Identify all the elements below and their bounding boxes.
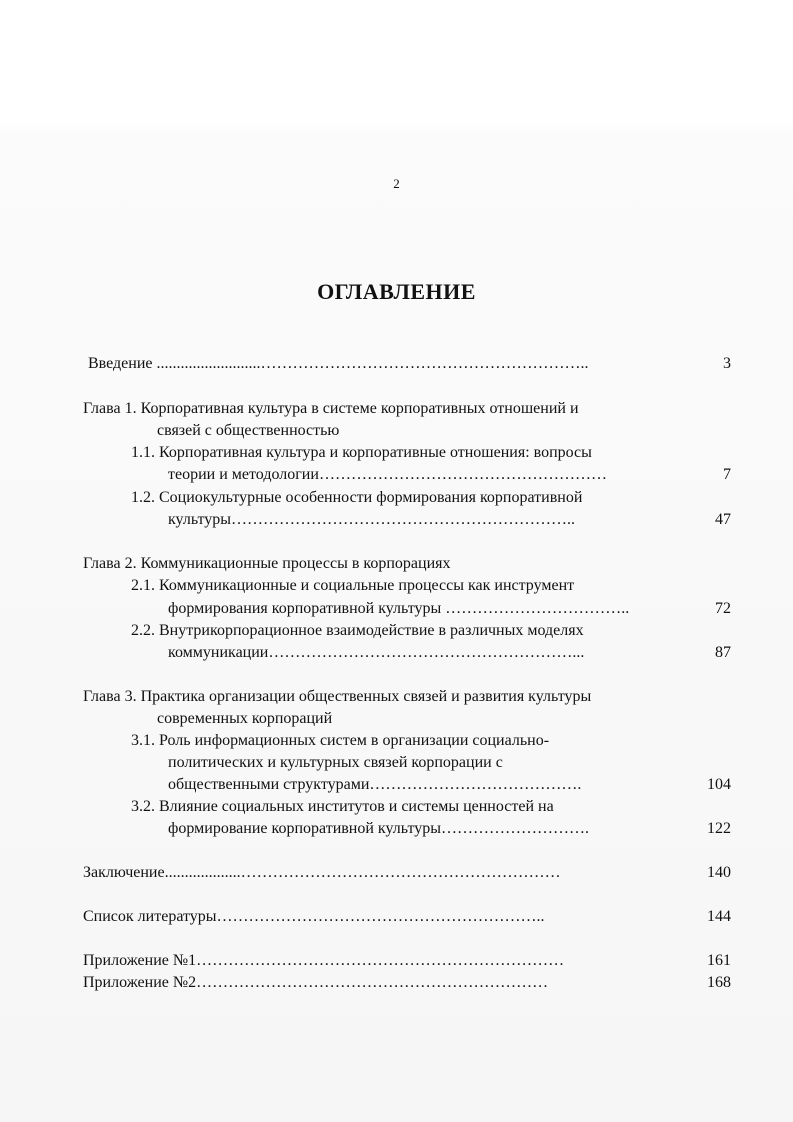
toc-section-2-2-line2 (168, 642, 673, 663)
toc-entry-appendix-2 (83, 972, 673, 993)
toc-chapter-1-line1: Глава 1. Корпоративная культура в системе корпоративных отношений и (83, 400, 579, 417)
toc-page-3-1: 104 (707, 776, 731, 793)
toc-section-1-1-line1: 1.1. Корпоративная культура и корпоративные отношения: вопросы (131, 444, 592, 461)
toc-leader-dots: ..........................…………………………………………………….. (156, 355, 589, 372)
toc-entry-appendix-2-text: Приложение №2 (83, 974, 197, 991)
toc-page-appendix-2: 168 (707, 974, 731, 991)
toc-chapter-1-line2: связей с общественностью (157, 422, 340, 439)
toc-entry-appendix-1 (83, 950, 673, 971)
toc-section-3-1-line3 (168, 774, 673, 795)
toc-section-2-1-line1: 2.1. Коммуникационные и социальные процессы как инструмент (131, 577, 575, 594)
toc-leader-dots: ……………………………………………………….. (231, 511, 576, 528)
toc-section-1-2-line1: 1.2. Социокультурные особенности формирования корпоративной (131, 489, 583, 506)
toc-page-1-2: 47 (715, 511, 731, 528)
toc-section-3-1-line1: 3.1. Роль информационных систем в организации социально- (131, 732, 550, 749)
toc-leader-dots: ...................…………………………………………………… (164, 864, 561, 881)
toc-page-2-1: 72 (715, 600, 731, 617)
toc-page-bibliography: 144 (707, 908, 731, 925)
toc-section-2-2-line1: 2.2. Внутрикорпорационное взаимодействие в различных моделях (131, 622, 584, 639)
toc-leader-dots: …………………………………………………….. (216, 908, 545, 925)
toc-entry-conclusion (83, 862, 673, 883)
toc-entry-conclusion-text: Заключение (83, 864, 165, 881)
toc-section-2-1-line2 (168, 598, 673, 619)
toc-section-3-1-line2: политических и культурных связей корпорации с (168, 754, 503, 771)
toc-leader-dots: …………………………………. (369, 776, 582, 793)
toc-chapter-2-line1: Глава 2. Коммуникационные процессы в корпорациях (83, 555, 451, 572)
toc-section-3-2-line2 (168, 818, 673, 839)
toc-entry-bibliography (83, 906, 673, 927)
toc-section-3-2-text: формирование корпоративной культуры (168, 820, 441, 837)
toc-leader-dots: …………………………………………………………… (196, 952, 565, 969)
toc-page-conclusion: 140 (707, 864, 731, 881)
toc-entry-bibliography-text: Список литературы (83, 908, 217, 925)
toc-section-1-1-line2 (168, 464, 668, 485)
toc-chapter-3-line1: Глава 3. Практика организации общественных связей и развития культуры (83, 688, 592, 705)
toc-page-appendix-1: 161 (707, 952, 731, 969)
page-title: ОГЛАВЛЕНИЕ (317, 279, 476, 304)
toc-leader-dots: ………………………. (440, 820, 589, 837)
toc-page-1-1: 7 (723, 466, 731, 483)
toc-section-3-1-text: общественными структурами (168, 776, 370, 793)
toc-section-2-2-text: коммуникации (168, 644, 269, 661)
toc-leader-dots: ………………………………………………………… (196, 974, 549, 991)
toc-page-2-2: 87 (715, 644, 731, 661)
toc-section-1-2-text: культуры (168, 511, 232, 528)
toc-leader-dots: …………………………….. (445, 600, 630, 617)
toc-section-1-1-text: теории и методологии (168, 466, 319, 483)
toc-entry-intro (88, 353, 678, 374)
toc-leader-dots: ……………………………………………… (318, 466, 607, 483)
page-number: 2 (393, 176, 400, 191)
toc-page-intro: 3 (723, 355, 731, 372)
toc-section-2-1-text: формирования корпоративной культуры (168, 600, 446, 617)
toc-section-1-2-line2 (168, 509, 668, 530)
toc-page-3-2: 122 (707, 820, 731, 837)
toc-entry-appendix-1-text: Приложение №1 (83, 952, 197, 969)
toc-leader-dots: …………………………………………………... (268, 644, 585, 661)
toc-section-3-2-line1: 3.2. Влияние социальных институтов и системы ценностей на (131, 798, 554, 815)
toc-entry-intro-text: Введение (88, 355, 157, 372)
toc-chapter-3-line2: современных корпораций (157, 710, 333, 727)
